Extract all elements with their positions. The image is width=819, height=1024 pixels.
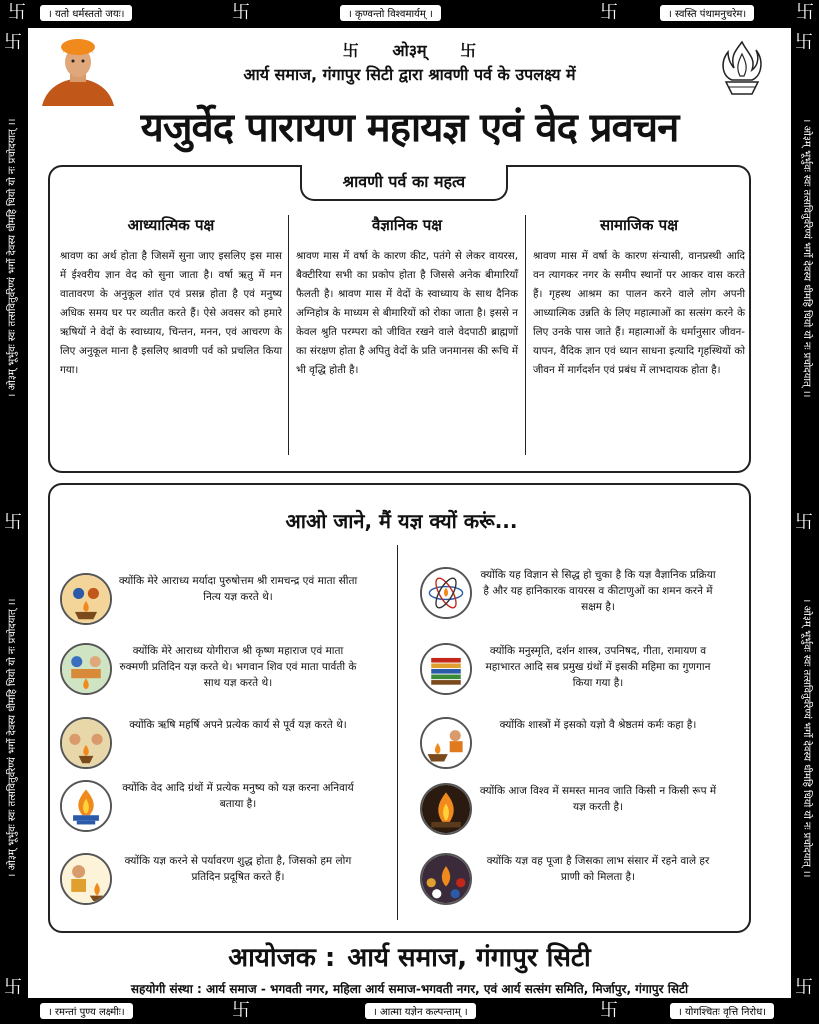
- organiser-line: [28, 938, 791, 974]
- environment-yajna-icon: [60, 853, 112, 905]
- subtitle: आर्य समाज, गंगापुर सिटी द्वारा श्रावणी पर्व के उपलक्ष्य में: [243, 65, 576, 84]
- swastika-icon: 卐: [795, 512, 813, 533]
- gayatri-mantra-right-top: । ओ३म् भूर्भुवः स्वः तत्सवितुर्वरेण्यं भर्गो देवस्य धीमहि धियो यो नः प्रचोदयात् ।।: [801, 118, 812, 398]
- top-motto-center: । कृण्वन्तो विश्वमार्यम् ।: [340, 5, 441, 21]
- night-fire-icon: [420, 783, 472, 835]
- top-motto-left: । यतो धर्मस्ततो जयः।: [40, 5, 132, 21]
- organiser-name: आर्य समाज, गंगापुर सिटी: [347, 943, 591, 973]
- column-heading: वैज्ञानिक पक्ष: [371, 216, 443, 234]
- bottom-motto-left: । रमन्तां पुण्य लक्ष्मीः।: [40, 1003, 133, 1019]
- community-yajna-icon: [420, 853, 472, 905]
- reason-text: क्योंकि यज्ञ वह पूजा है जिसका लाभ संसार में रहने वाले हर प्राणी को मिलता है।: [486, 855, 710, 883]
- significance-box: [48, 165, 751, 473]
- column-divider: [288, 215, 289, 455]
- swastika-icon: 卐: [796, 2, 814, 23]
- swastika-icon: 卐: [460, 41, 477, 60]
- reason-text: क्योंकि यज्ञ करने से पर्यावरण शुद्ध होता है, जिसको हम लोग प्रतिदिन प्रदूषित करते हैं।: [124, 855, 352, 883]
- krishna-yajna-icon: [60, 643, 112, 695]
- scriptures-books-icon: [420, 643, 472, 695]
- gayatri-mantra-left-top: । ओ३म् भूर्भुवः स्वः तत्सवितुर्वरेण्यं भर्गो देवस्य धीमहि धियो यो नः प्रचोदयात् ।।: [7, 118, 18, 398]
- swastika-icon: 卐: [232, 1000, 250, 1021]
- havan-kund-icon: [420, 717, 472, 769]
- swastika-icon: 卐: [4, 512, 22, 533]
- significance-title: श्रावणी पर्व का महत्व: [300, 165, 508, 201]
- supporting-organisations: सहयोगी संस्था : आर्य समाज - भगवती नगर, महिला आर्य समाज-भगवती नगर, एवं आर्य सत्संग समिति, मिर्जापुर, गंगापुर सिटी: [130, 982, 689, 996]
- reason-text: क्योंकि वेद आदि ग्रंथों में प्रत्येक मनुष्य को यज्ञ करना अनिवार्य बताया है।: [122, 782, 354, 810]
- swastika-icon: 卐: [795, 32, 813, 53]
- om-text: ओ३म्: [392, 41, 427, 60]
- swastika-icon: 卐: [8, 2, 26, 23]
- column-divider: [525, 215, 526, 455]
- reason-text: क्योंकि यह विज्ञान से सिद्ध हो चुका है कि यज्ञ वैज्ञानिक प्रक्रिया है और यह हानिकारक वायरस व कीटाणुओं का शमन करने में सक्षम है।: [480, 569, 716, 613]
- ram-sita-yajna-icon: [60, 573, 112, 625]
- reason-text: क्योंकि मनुस्मृति, दर्शन शास्त्र, उपनिषद, गीता, रामायण व महाभारत आदि सब प्रमुख ग्रंथों में इसकी महिमा का गुणगान किया गया है।: [485, 645, 711, 689]
- organiser-label: आयोजक :: [228, 943, 336, 973]
- fire-icon: [60, 780, 112, 832]
- gayatri-mantra-right-bottom: । ओ३म् भूर्भुवः स्वः तत्सवितुर्वरेण्यं भर्गो देवस्य धीमहि धियो यो नः प्रचोदयात् ।।: [801, 598, 812, 878]
- main-title: यजुर्वेद पारायण महायज्ञ एवं वेद प्रवचन: [140, 105, 679, 151]
- reason-text: क्योंकि आज विश्व में समस्त मानव जाति किसी न किसी रूप में यज्ञ करती है।: [479, 785, 717, 813]
- swastika-icon: 卐: [342, 41, 359, 60]
- reason-text: क्योंकि मेरे आराध्य मर्यादा पुरुषोत्तम श्री रामचन्द्र एवं माता सीता नित्य यज्ञ करते थे।: [118, 575, 358, 603]
- reason-text: क्योंकि शास्त्रों में इसको यज्ञो वै श्रेष्ठतमं कर्मः कहा है।: [499, 719, 697, 731]
- column-heading: सामाजिक पक्ष: [600, 216, 678, 234]
- om-heading: [28, 38, 791, 61]
- column-divider: [397, 545, 398, 920]
- reason-text: क्योंकि ऋषि महर्षि अपने प्रत्येक कार्य से पूर्व यज्ञ करते थे।: [129, 719, 347, 731]
- poster-panel: [28, 28, 791, 998]
- swastika-icon: 卐: [795, 977, 813, 998]
- swastika-icon: 卐: [600, 2, 618, 23]
- why-yajna-box: [48, 483, 751, 933]
- swastika-icon: 卐: [232, 2, 250, 23]
- science-atom-icon: [420, 567, 472, 619]
- scientific-column: [296, 215, 518, 380]
- column-heading: आध्यात्मिक पक्ष: [127, 216, 215, 234]
- right-side-band: [791, 28, 819, 998]
- rishi-yajna-icon: [60, 717, 112, 769]
- top-motto-right: । स्वस्ति पंथामनुचरेम।: [660, 5, 754, 21]
- reason-text: क्योंकि मेरे आराध्य योगीराज श्री कृष्ण महाराज एवं माता रुक्मणी प्रतिदिन यज्ञ करते थे। भगवान शिव एवं माता पार्वती के साथ यज्ञ करते थे।: [119, 645, 357, 689]
- swastika-icon: 卐: [4, 977, 22, 998]
- column-text: श्रावण मास में वर्षा के कारण कीट, पतंगे से लेकर वायरस, बैक्टीरिया सभी का प्रकोप होता है जिससे अनेक बीमारियाँ फैलती है। श्रावण मास में वेदों के स्वाध्याय के साथ दैनिक अग्निहोत्र के माध्यम से बीमारियों को रोका जाता है। इससे न केवल श्रुति परम्परा को जीवित रखने वाले वेदपाठी ब्राह्मणों का संरक्षण होता है अपितु वेदों के प्रति जनमानस की रूचि में भी वृद्धि होती है।: [296, 250, 518, 376]
- social-column: [533, 215, 745, 380]
- bottom-motto-right: । योगश्चितः वृत्ति निरोध।: [670, 1003, 774, 1019]
- bottom-band: [0, 998, 819, 1024]
- column-text: श्रावण मास में वर्षा के कारण संन्यासी, वानप्रस्थी आदि वन त्यागकर नगर के समीप स्थानों पर आकर वास करते हैं। गृहस्थ आश्रम का पालन करने वाले लोग अपनी आध्यात्मिक उन्नति के लिए महात्माओं का सत्संग करने के लिए उनके पास जाते हैं। महात्माओं के धर्मानुसार जीवन-यापन, वैदिक ज्ञान एवं ध्यान साधना इत्यादि गृहस्थियों को जीवन में मार्गदर्शन एवं प्रबंध में लाभदायक होता है।: [533, 250, 745, 376]
- swastika-icon: 卐: [4, 32, 22, 53]
- top-band: [0, 0, 819, 28]
- why-yajna-title: आओ जाने, मैं यज्ञ क्यों करूं...: [285, 509, 518, 533]
- swastika-icon: 卐: [600, 1000, 618, 1021]
- spiritual-column: [60, 215, 282, 380]
- bottom-motto-center: । आत्मा यज्ञेन कल्पन्ताम् ।: [365, 1003, 476, 1019]
- column-text: श्रावण का अर्थ होता है जिसमें सुना जाए इसलिए इस मास में ईश्वरीय ज्ञान वेद को सुना जाता है। वर्षा ऋतु में मन वातावरण के अनुकूल शांत एवं प्रसन्न होता है एवं मनुष्य अधिक समय घर पर व्यतीत करते हैं। ऐसे अवसर को हमारे ऋषियों ने वेदों के स्वाध्याय, चिन्तन, मनन, एवं आचरण के लिए अनुकूल माना है इसलिए श्रावणी पर्व को प्रचलित किया गया।: [60, 250, 282, 376]
- gayatri-mantra-left-bottom: । ओ३म् भूर्भुवः स्वः तत्सवितुर्वरेण्यं भर्गो देवस्य धीमहि धियो यो नः प्रचोदयात् ।।: [7, 598, 18, 878]
- left-side-band: [0, 28, 28, 998]
